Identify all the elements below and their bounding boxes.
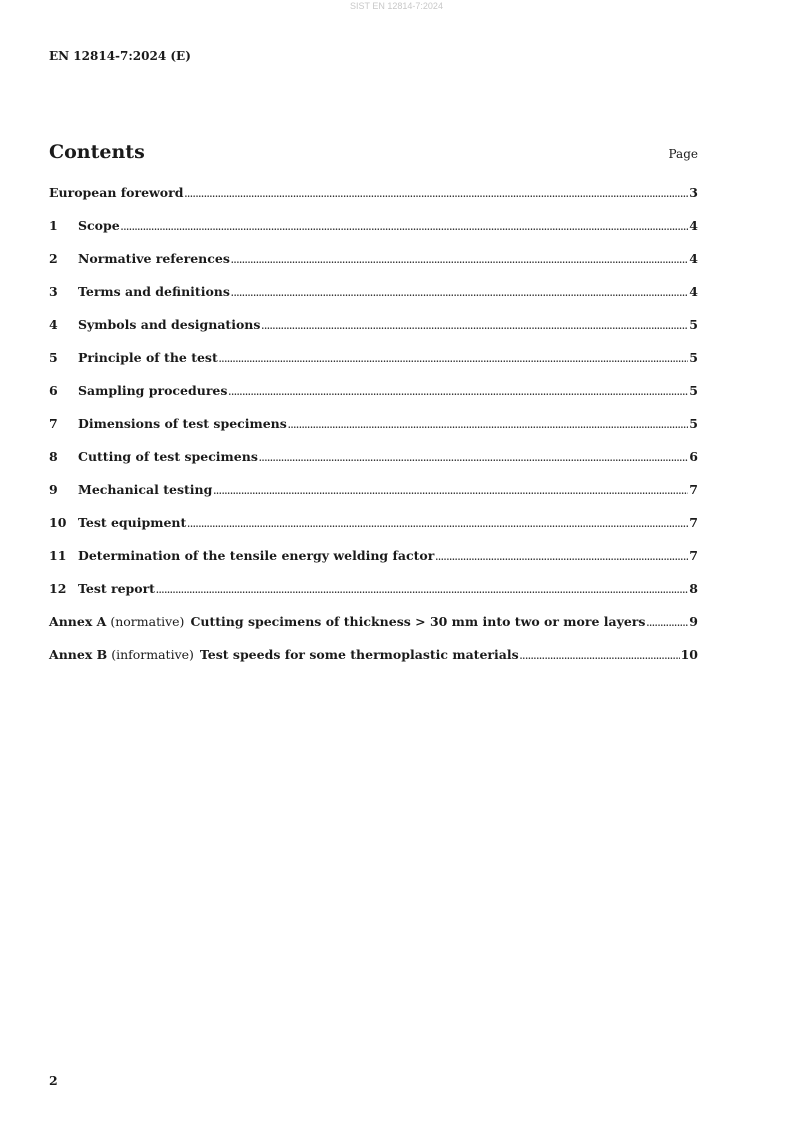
toc-entry-scope[interactable] <box>49 217 698 250</box>
contents-header <box>49 140 698 166</box>
toc-entry-title[interactable]: Sampling procedures <box>78 383 228 398</box>
toc-leader-dots <box>219 350 689 368</box>
toc-entry-title[interactable]: Symbols and designations <box>78 317 261 332</box>
toc-entry-page[interactable]: 6 <box>689 449 698 464</box>
toc-leader-dots <box>520 647 680 665</box>
toc-entry-page[interactable]: 5 <box>689 416 698 431</box>
toc-entry-page[interactable]: 4 <box>689 218 698 233</box>
toc-entry-page[interactable]: 7 <box>689 515 698 530</box>
toc-entry-page[interactable]: 5 <box>689 350 698 365</box>
toc-leader-dots <box>231 251 688 269</box>
annex-type: (informative) <box>111 647 194 662</box>
toc-entry-foreword[interactable] <box>49 184 698 217</box>
toc-entry-title[interactable]: Scope <box>78 218 120 233</box>
toc-entry-dimensions-of-test-specimens[interactable] <box>49 415 698 448</box>
table-of-contents <box>49 184 698 679</box>
annex-type: (normative) <box>110 614 185 629</box>
toc-leader-dots <box>187 515 688 533</box>
toc-entry-number: 7 <box>49 416 58 431</box>
toc-entry-page[interactable]: 9 <box>689 614 698 629</box>
toc-leader-dots <box>156 581 688 599</box>
toc-entry-page[interactable]: 7 <box>689 548 698 563</box>
toc-leader-dots <box>121 218 689 236</box>
toc-entry-principle-of-the-test[interactable] <box>49 349 698 382</box>
toc-leader-dots <box>231 284 688 302</box>
toc-entry-number: 3 <box>49 284 58 299</box>
document-id: EN 12814-7:2024 (E) <box>49 49 191 63</box>
toc-entry-annex-a[interactable] <box>49 613 698 646</box>
toc-leader-dots <box>213 482 688 500</box>
toc-leader-dots <box>261 317 688 335</box>
toc-entry-terms-and-definitions[interactable] <box>49 283 698 316</box>
toc-entry-number: 4 <box>49 317 58 332</box>
toc-entry-title[interactable]: Terms and definitions <box>78 284 230 299</box>
toc-leader-dots <box>288 416 688 434</box>
toc-entry-title[interactable]: Cutting of test specimens <box>78 449 258 464</box>
toc-entry-number: 6 <box>49 383 58 398</box>
toc-entry-title[interactable]: Test report <box>78 581 155 596</box>
page-column-label: Page <box>668 147 698 161</box>
toc-entry-title[interactable]: Dimensions of test specimens <box>78 416 287 431</box>
toc-entry-tensile-energy-welding-factor[interactable] <box>49 547 698 580</box>
toc-entry-title[interactable]: Mechanical testing <box>78 482 213 497</box>
toc-entry-number: 11 <box>49 548 67 563</box>
toc-entry-page[interactable]: 8 <box>689 581 698 596</box>
annex-label[interactable]: Annex A <box>49 614 107 629</box>
toc-entry-page[interactable]: 3 <box>689 185 698 200</box>
toc-entry-annex-b[interactable] <box>49 646 698 679</box>
toc-entry-title[interactable]: European foreword <box>49 185 184 200</box>
toc-entry-page[interactable]: 4 <box>689 251 698 266</box>
toc-entry-title[interactable]: Principle of the test <box>78 350 218 365</box>
toc-entry-title[interactable]: Test equipment <box>78 515 187 530</box>
toc-entry-number: 2 <box>49 251 58 266</box>
toc-entry-page[interactable]: 10 <box>680 647 698 662</box>
toc-entry-cutting-of-test-specimens[interactable] <box>49 448 698 481</box>
toc-leader-dots <box>184 185 688 203</box>
toc-entry-test-report[interactable] <box>49 580 698 613</box>
toc-entry-page[interactable]: 5 <box>689 383 698 398</box>
toc-entry-number: 8 <box>49 449 58 464</box>
toc-leader-dots <box>259 449 688 467</box>
watermark: SIST EN 12814-7:2024 <box>350 1 443 11</box>
toc-entry-test-equipment[interactable] <box>49 514 698 547</box>
toc-entry-number: 5 <box>49 350 58 365</box>
page-number: 2 <box>49 1073 58 1088</box>
toc-entry-number: 10 <box>49 515 67 530</box>
toc-entry-symbols-and-designations[interactable] <box>49 316 698 349</box>
toc-entry-page[interactable]: 5 <box>689 317 698 332</box>
toc-leader-dots <box>228 383 688 401</box>
toc-entry-normative-references[interactable] <box>49 250 698 283</box>
toc-entry-mechanical-testing[interactable] <box>49 481 698 514</box>
annex-label[interactable]: Annex B <box>49 647 108 662</box>
toc-entry-number: 9 <box>49 482 58 497</box>
toc-entry-number: 1 <box>49 218 58 233</box>
toc-entry-page[interactable]: 4 <box>689 284 698 299</box>
toc-entry-title[interactable]: Test speeds for some thermoplastic materials <box>199 647 519 662</box>
toc-leader-dots <box>435 548 688 566</box>
toc-entry-title[interactable]: Cutting specimens of thickness > 30 mm into two or more layers <box>190 614 646 629</box>
toc-leader-dots <box>646 614 688 632</box>
toc-entry-title[interactable]: Determination of the tensile energy welding factor <box>78 548 435 563</box>
toc-entry-number: 12 <box>49 581 67 596</box>
contents-title: Contents <box>49 141 145 163</box>
toc-entry-title[interactable]: Normative references <box>78 251 230 266</box>
toc-entry-sampling-procedures[interactable] <box>49 382 698 415</box>
toc-entry-page[interactable]: 7 <box>689 482 698 497</box>
